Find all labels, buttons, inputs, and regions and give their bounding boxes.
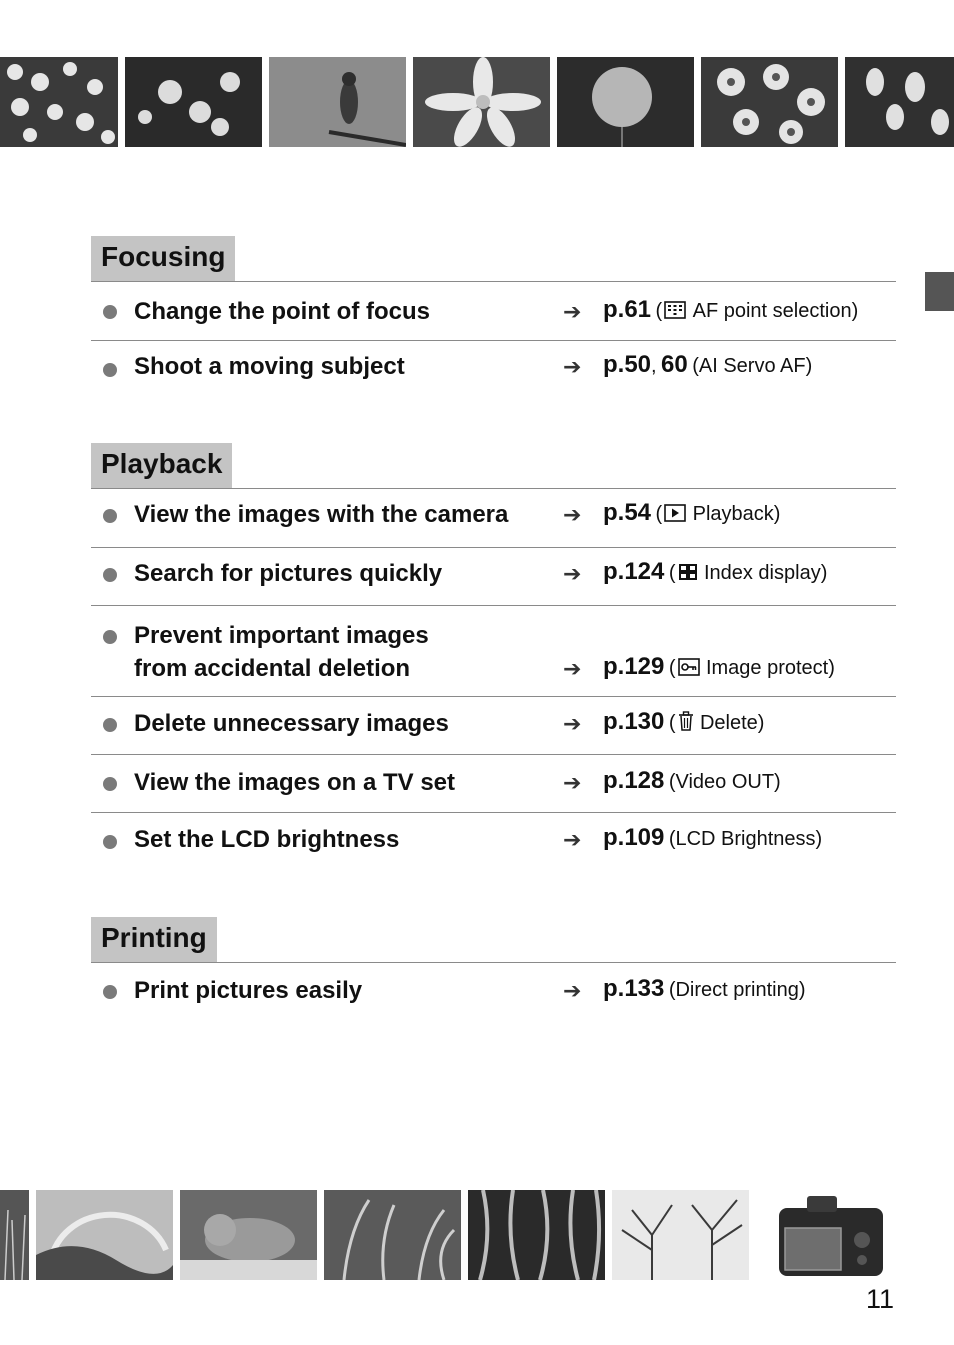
section-focusing bbox=[91, 236, 896, 395]
task-label: Print pictures easily bbox=[134, 977, 363, 1004]
photo-snow-trees bbox=[612, 1190, 749, 1280]
page-reference[interactable] bbox=[603, 296, 858, 324]
page-link[interactable]: p.130 bbox=[603, 708, 665, 735]
task-label-continued: from accidental deletion bbox=[134, 655, 411, 682]
arrow-right-icon: ➔ bbox=[563, 711, 582, 736]
task-label: Set the LCD brightness bbox=[134, 826, 400, 853]
task-label: Prevent important images bbox=[134, 622, 429, 649]
section-playback bbox=[91, 443, 896, 870]
paren: ( bbox=[655, 503, 663, 525]
task-label: Change the point of focus bbox=[134, 298, 430, 325]
photo-cherry-blossoms bbox=[125, 57, 262, 147]
spacer bbox=[756, 1190, 770, 1280]
bullet-icon bbox=[103, 718, 117, 732]
bottom-photo-strip bbox=[0, 1190, 887, 1280]
page-link[interactable]: p.128 bbox=[603, 767, 665, 794]
section-title: Printing bbox=[91, 917, 217, 962]
list-item bbox=[91, 548, 896, 606]
page-reference[interactable] bbox=[603, 975, 806, 1003]
arrow-right-icon: ➔ bbox=[563, 561, 582, 586]
reference-note: Image protect) bbox=[705, 657, 835, 679]
reference-note: AF point selection) bbox=[692, 300, 859, 322]
task-label: View the images with the camera bbox=[134, 501, 509, 528]
photo-grass bbox=[0, 1190, 29, 1280]
photo-cat bbox=[180, 1190, 317, 1280]
trash-icon bbox=[678, 711, 694, 731]
bullet-icon bbox=[103, 363, 117, 377]
task-label: View the images on a TV set bbox=[134, 769, 455, 796]
page-reference[interactable] bbox=[603, 351, 812, 379]
page-reference[interactable] bbox=[603, 499, 780, 527]
list-item bbox=[91, 282, 896, 341]
photo-plants bbox=[324, 1190, 461, 1280]
af-point-icon bbox=[664, 301, 686, 319]
task-label: Search for pictures quickly bbox=[134, 560, 443, 587]
paren: ( bbox=[655, 300, 663, 322]
page-link[interactable]: p.129 bbox=[603, 653, 665, 680]
protect-icon bbox=[678, 658, 700, 676]
list-item bbox=[91, 755, 896, 813]
photo-daisies bbox=[701, 57, 838, 147]
page-reference[interactable] bbox=[603, 653, 835, 681]
list-item bbox=[91, 697, 896, 755]
index-display-icon bbox=[678, 563, 698, 581]
photo-bark bbox=[468, 1190, 605, 1280]
reference-note: Index display) bbox=[703, 562, 828, 584]
arrow-right-icon: ➔ bbox=[563, 978, 582, 1003]
photo-white-flower bbox=[413, 57, 550, 147]
arrow-right-icon: ➔ bbox=[563, 299, 582, 324]
arrow-right-icon: ➔ bbox=[563, 770, 582, 795]
reference-note: (Direct printing) bbox=[668, 979, 806, 1001]
task-label: Shoot a moving subject bbox=[134, 353, 405, 380]
list-item bbox=[91, 963, 896, 1021]
page-link[interactable]: p.124 bbox=[603, 558, 665, 585]
bullet-icon bbox=[103, 835, 117, 849]
arrow-right-icon: ➔ bbox=[563, 656, 582, 681]
task-label: Delete unnecessary images bbox=[134, 710, 449, 737]
photo-blossoms bbox=[0, 57, 118, 147]
list-item bbox=[91, 341, 896, 395]
section-title: Playback bbox=[91, 443, 232, 488]
photo-dandelion bbox=[557, 57, 694, 147]
top-photo-strip bbox=[0, 57, 954, 147]
bullet-icon bbox=[103, 305, 117, 319]
camera-icon bbox=[777, 1190, 887, 1280]
playback-icon bbox=[664, 504, 686, 522]
page-link[interactable]: p.50 bbox=[603, 351, 652, 378]
bullet-icon bbox=[103, 630, 117, 644]
page-link[interactable]: 60 bbox=[661, 351, 688, 378]
separator: , bbox=[651, 355, 657, 377]
page-link[interactable]: p.109 bbox=[603, 824, 665, 851]
page-reference[interactable] bbox=[603, 824, 822, 852]
reference-note: (LCD Brightness) bbox=[668, 828, 823, 850]
section-printing bbox=[91, 917, 896, 1021]
arrow-right-icon: ➔ bbox=[563, 827, 582, 852]
list-item bbox=[91, 489, 896, 548]
reference-note: Delete) bbox=[699, 712, 765, 734]
reference-note: (Video OUT) bbox=[668, 771, 781, 793]
bullet-icon bbox=[103, 568, 117, 582]
bullet-icon bbox=[103, 777, 117, 791]
photo-rainbow bbox=[36, 1190, 173, 1280]
bullet-icon bbox=[103, 985, 117, 999]
page-reference[interactable] bbox=[603, 558, 827, 586]
reference-note: Playback) bbox=[692, 503, 781, 525]
chapter-tab-marker bbox=[925, 272, 954, 311]
page-reference[interactable] bbox=[603, 767, 781, 795]
photo-callas bbox=[845, 57, 954, 147]
paren: ( bbox=[668, 712, 676, 734]
page-link[interactable]: p.54 bbox=[603, 499, 652, 526]
paren: ( bbox=[668, 562, 676, 584]
section-title: Focusing bbox=[91, 236, 235, 281]
list-item bbox=[91, 606, 896, 697]
list-item bbox=[91, 813, 896, 870]
page-reference[interactable] bbox=[603, 708, 764, 736]
bullet-icon bbox=[103, 509, 117, 523]
page-number: 11 bbox=[866, 1284, 895, 1314]
page-link[interactable]: p.61 bbox=[603, 296, 652, 323]
arrow-right-icon: ➔ bbox=[563, 354, 582, 379]
paren: ( bbox=[668, 657, 676, 679]
arrow-right-icon: ➔ bbox=[563, 502, 582, 527]
photo-kingfisher bbox=[269, 57, 406, 147]
reference-note: (AI Servo AF) bbox=[692, 355, 813, 377]
page-link[interactable]: p.133 bbox=[603, 975, 665, 1002]
